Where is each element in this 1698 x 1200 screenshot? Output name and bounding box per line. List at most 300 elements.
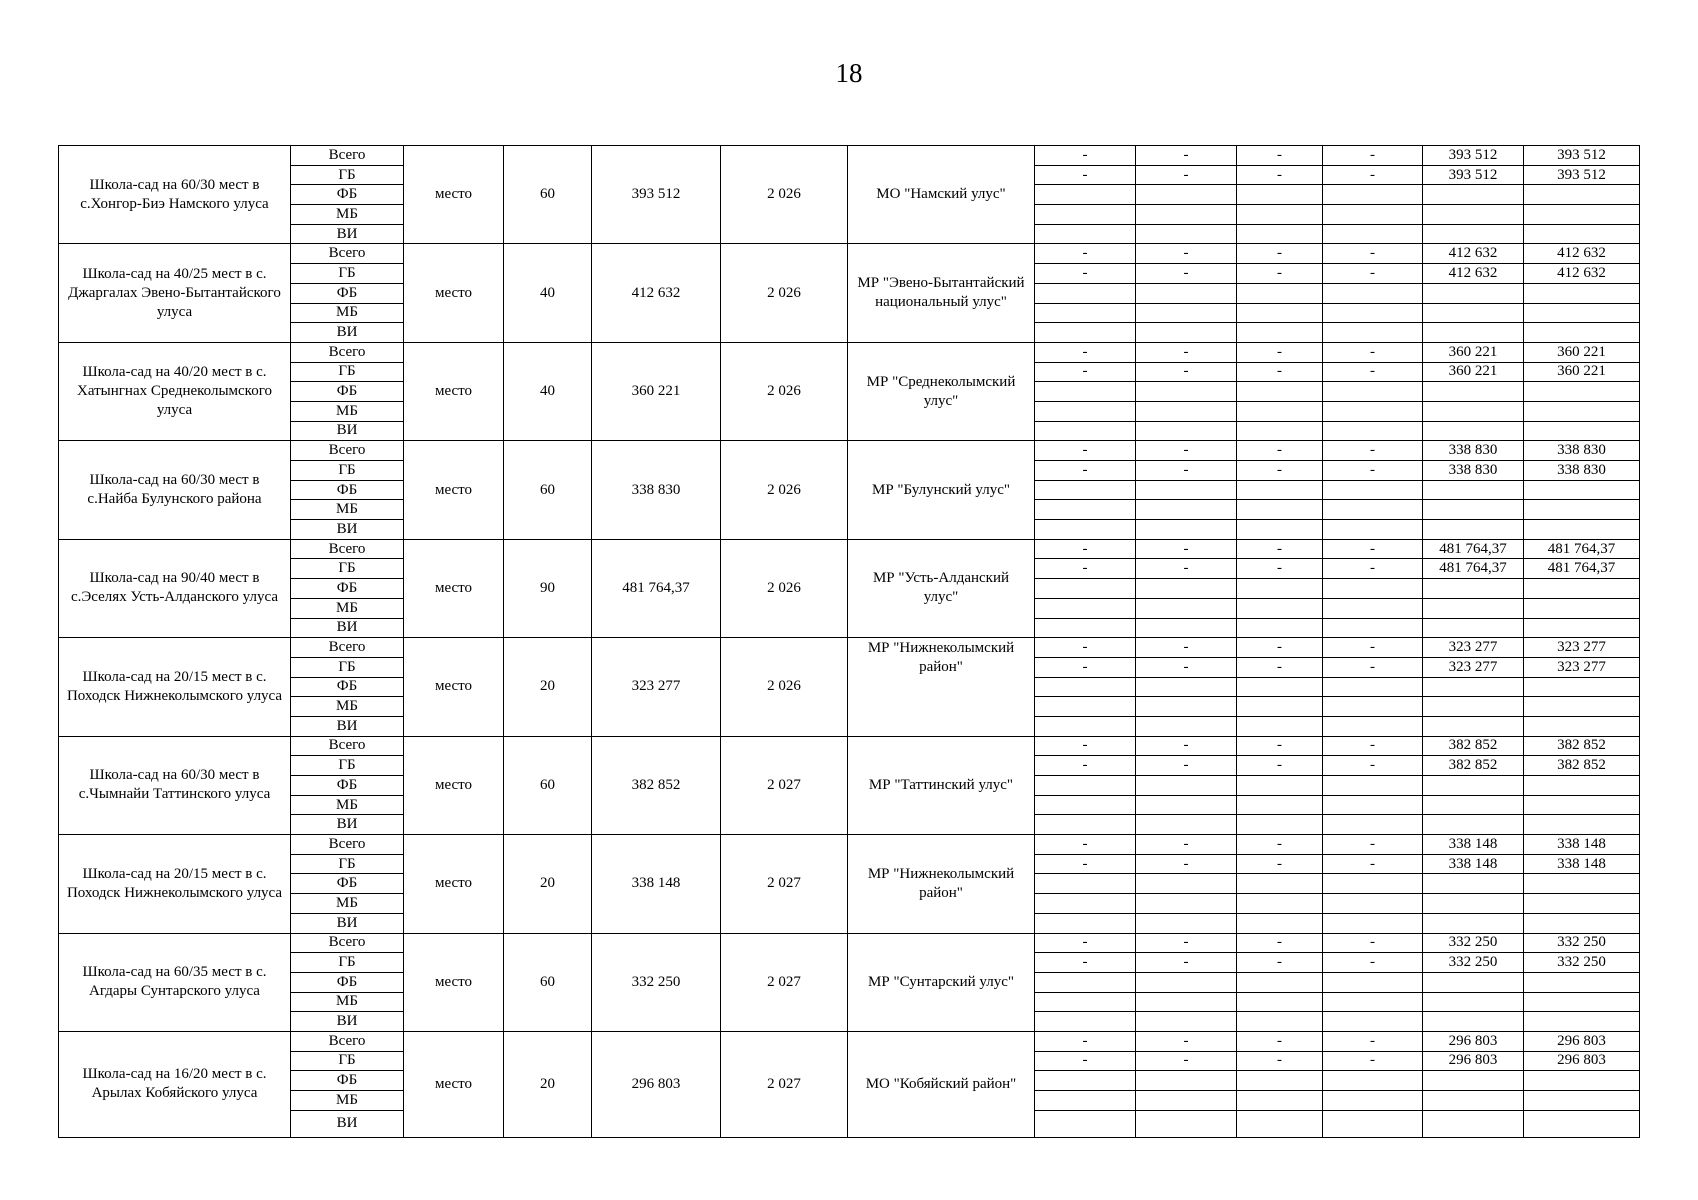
- value-cell: -: [1035, 756, 1136, 776]
- unit-cell: место: [404, 342, 504, 440]
- value-cell: -: [1035, 1051, 1136, 1071]
- value-cell: [1237, 224, 1323, 244]
- year-cell: 2 026: [721, 539, 848, 637]
- table-row: [59, 736, 1640, 756]
- value-cell: [1136, 579, 1237, 599]
- table-row: [59, 146, 1640, 166]
- value-cell: [1035, 598, 1136, 618]
- year-cell: 2 027: [721, 835, 848, 933]
- value-cell: [1136, 716, 1237, 736]
- value-cell: -: [1136, 342, 1237, 362]
- value-cell: [1035, 618, 1136, 638]
- value-cell: [1524, 500, 1640, 520]
- year-cell: 2 026: [721, 146, 848, 244]
- funding-source-label: ВИ: [291, 913, 404, 933]
- value-cell: [1237, 579, 1323, 599]
- project-group: [59, 146, 1640, 244]
- value-cell: [1035, 1110, 1136, 1137]
- funding-source-label: ГБ: [291, 1051, 404, 1071]
- organization-cell: МР "Булунский улус": [848, 441, 1035, 539]
- value-cell: [1423, 894, 1524, 914]
- value-cell: -: [1237, 933, 1323, 953]
- value-cell: [1136, 815, 1237, 835]
- value-cell: [1136, 1071, 1237, 1091]
- value-cell: -: [1136, 461, 1237, 481]
- value-cell: [1423, 224, 1524, 244]
- funding-source-label: Всего: [291, 638, 404, 658]
- value-cell: -: [1035, 146, 1136, 166]
- value-cell: [1323, 323, 1423, 343]
- funding-source-label: ГБ: [291, 657, 404, 677]
- cost-cell: 323 277: [592, 638, 721, 736]
- value-cell: -: [1136, 638, 1237, 658]
- value-cell: [1237, 480, 1323, 500]
- value-cell: [1035, 776, 1136, 796]
- value-cell: -: [1136, 244, 1237, 264]
- project-name: Школа-сад на 60/30 мест в с.Найба Булунского района: [59, 441, 291, 539]
- value-cell: [1237, 1091, 1323, 1111]
- value-cell: -: [1237, 539, 1323, 559]
- cost-cell: 338 830: [592, 441, 721, 539]
- table-row: [59, 441, 1640, 461]
- value-cell: -: [1136, 146, 1237, 166]
- value-cell: -: [1323, 1051, 1423, 1071]
- funding-source-label: ГБ: [291, 264, 404, 284]
- organization-cell: МР "Нижнеколымский район": [848, 638, 1035, 736]
- value-cell: -: [1323, 539, 1423, 559]
- value-cell: [1237, 382, 1323, 402]
- value-cell: -: [1035, 342, 1136, 362]
- value-cell: 338 830: [1423, 461, 1524, 481]
- value-cell: 323 277: [1423, 657, 1524, 677]
- value-cell: [1035, 874, 1136, 894]
- value-cell: 338 830: [1524, 441, 1640, 461]
- value-cell: -: [1237, 559, 1323, 579]
- value-cell: 296 803: [1423, 1051, 1524, 1071]
- value-cell: [1323, 815, 1423, 835]
- capacity-cell: 20: [504, 638, 592, 736]
- value-cell: 323 277: [1524, 638, 1640, 658]
- value-cell: [1237, 795, 1323, 815]
- year-cell: 2 027: [721, 1031, 848, 1137]
- value-cell: [1423, 520, 1524, 540]
- unit-cell: место: [404, 146, 504, 244]
- funding-source-label: МБ: [291, 598, 404, 618]
- value-cell: [1035, 716, 1136, 736]
- table-row: [59, 342, 1640, 362]
- capacity-cell: 40: [504, 244, 592, 342]
- funding-source-label: ФБ: [291, 874, 404, 894]
- value-cell: -: [1237, 165, 1323, 185]
- funding-source-label: МБ: [291, 795, 404, 815]
- value-cell: [1035, 815, 1136, 835]
- cost-cell: 338 148: [592, 835, 721, 933]
- value-cell: [1237, 1012, 1323, 1032]
- funding-source-label: ГБ: [291, 953, 404, 973]
- value-cell: [1323, 185, 1423, 205]
- value-cell: 382 852: [1524, 736, 1640, 756]
- value-cell: -: [1035, 362, 1136, 382]
- value-cell: 360 221: [1423, 362, 1524, 382]
- project-group: [59, 933, 1640, 1031]
- capacity-cell: 20: [504, 1031, 592, 1137]
- value-cell: [1323, 795, 1423, 815]
- value-cell: 338 148: [1423, 854, 1524, 874]
- project-name: Школа-сад на 20/15 мест в с. Походск Нижнеколымского улуса: [59, 638, 291, 736]
- project-group: [59, 342, 1640, 440]
- funding-source-label: МБ: [291, 500, 404, 520]
- value-cell: -: [1323, 657, 1423, 677]
- project-group: [59, 638, 1640, 736]
- value-cell: [1524, 716, 1640, 736]
- value-cell: [1035, 677, 1136, 697]
- value-cell: [1423, 697, 1524, 717]
- value-cell: [1035, 480, 1136, 500]
- value-cell: 412 632: [1423, 244, 1524, 264]
- value-cell: [1423, 913, 1524, 933]
- value-cell: -: [1237, 461, 1323, 481]
- value-cell: [1323, 480, 1423, 500]
- value-cell: -: [1323, 835, 1423, 855]
- value-cell: -: [1323, 165, 1423, 185]
- year-cell: 2 026: [721, 342, 848, 440]
- value-cell: [1524, 185, 1640, 205]
- value-cell: [1423, 1091, 1524, 1111]
- funding-source-label: Всего: [291, 244, 404, 264]
- value-cell: [1237, 992, 1323, 1012]
- funding-source-label: ФБ: [291, 382, 404, 402]
- value-cell: -: [1237, 657, 1323, 677]
- value-cell: -: [1035, 559, 1136, 579]
- value-cell: [1423, 618, 1524, 638]
- capacity-cell: 40: [504, 342, 592, 440]
- value-cell: [1035, 401, 1136, 421]
- project-group: [59, 835, 1640, 933]
- value-cell: -: [1136, 933, 1237, 953]
- funding-source-label: Всего: [291, 1031, 404, 1051]
- value-cell: [1423, 382, 1524, 402]
- value-cell: [1423, 579, 1524, 599]
- value-cell: [1136, 1012, 1237, 1032]
- organization-cell: МО "Намский улус": [848, 146, 1035, 244]
- value-cell: [1035, 185, 1136, 205]
- value-cell: [1136, 874, 1237, 894]
- value-cell: 393 512: [1423, 146, 1524, 166]
- value-cell: [1237, 421, 1323, 441]
- cost-cell: 481 764,37: [592, 539, 721, 637]
- unit-cell: место: [404, 638, 504, 736]
- value-cell: -: [1323, 362, 1423, 382]
- value-cell: -: [1136, 756, 1237, 776]
- value-cell: [1423, 421, 1524, 441]
- organization-cell: МР "Усть-Алданский улус": [848, 539, 1035, 637]
- value-cell: [1423, 677, 1524, 697]
- value-cell: -: [1136, 835, 1237, 855]
- value-cell: -: [1237, 756, 1323, 776]
- value-cell: [1136, 618, 1237, 638]
- value-cell: -: [1035, 736, 1136, 756]
- value-cell: 338 148: [1524, 835, 1640, 855]
- value-cell: [1237, 303, 1323, 323]
- value-cell: -: [1323, 342, 1423, 362]
- value-cell: [1423, 1012, 1524, 1032]
- value-cell: -: [1136, 441, 1237, 461]
- project-name: Школа-сад на 90/40 мест в с.Эселях Усть-Алданского улуса: [59, 539, 291, 637]
- value-cell: -: [1035, 854, 1136, 874]
- value-cell: [1136, 480, 1237, 500]
- value-cell: -: [1136, 953, 1237, 973]
- value-cell: -: [1323, 1031, 1423, 1051]
- value-cell: [1524, 697, 1640, 717]
- funding-source-label: ВИ: [291, 323, 404, 343]
- value-cell: -: [1136, 559, 1237, 579]
- funding-source-label: ВИ: [291, 618, 404, 638]
- cost-cell: 296 803: [592, 1031, 721, 1137]
- value-cell: -: [1323, 736, 1423, 756]
- value-cell: [1524, 1012, 1640, 1032]
- value-cell: [1323, 579, 1423, 599]
- value-cell: [1136, 500, 1237, 520]
- value-cell: [1423, 795, 1524, 815]
- cost-cell: 332 250: [592, 933, 721, 1031]
- table-row: [59, 835, 1640, 855]
- value-cell: [1524, 480, 1640, 500]
- funding-source-label: ВИ: [291, 224, 404, 244]
- value-cell: [1323, 894, 1423, 914]
- project-name: Школа-сад на 60/30 мест в с.Чымнайи Таттинского улуса: [59, 736, 291, 834]
- value-cell: [1237, 520, 1323, 540]
- project-group: [59, 539, 1640, 637]
- value-cell: 332 250: [1524, 953, 1640, 973]
- value-cell: -: [1237, 638, 1323, 658]
- value-cell: 323 277: [1524, 657, 1640, 677]
- value-cell: [1323, 1091, 1423, 1111]
- value-cell: [1237, 598, 1323, 618]
- value-cell: [1524, 776, 1640, 796]
- value-cell: [1423, 598, 1524, 618]
- value-cell: -: [1237, 854, 1323, 874]
- capacity-cell: 60: [504, 736, 592, 834]
- value-cell: -: [1237, 264, 1323, 284]
- value-cell: [1237, 1071, 1323, 1091]
- funding-source-label: Всего: [291, 835, 404, 855]
- value-cell: [1035, 1071, 1136, 1091]
- year-cell: 2 026: [721, 441, 848, 539]
- unit-cell: место: [404, 539, 504, 637]
- value-cell: 481 764,37: [1423, 539, 1524, 559]
- value-cell: -: [1136, 1051, 1237, 1071]
- funding-source-label: ВИ: [291, 1012, 404, 1032]
- value-cell: [1323, 618, 1423, 638]
- value-cell: [1524, 303, 1640, 323]
- unit-cell: место: [404, 244, 504, 342]
- value-cell: [1423, 815, 1524, 835]
- value-cell: [1035, 697, 1136, 717]
- funding-source-label: ВИ: [291, 1110, 404, 1137]
- organization-cell: МР "Среднеколымский улус": [848, 342, 1035, 440]
- value-cell: [1323, 677, 1423, 697]
- value-cell: [1136, 913, 1237, 933]
- value-cell: -: [1323, 441, 1423, 461]
- value-cell: [1136, 992, 1237, 1012]
- value-cell: -: [1237, 953, 1323, 973]
- value-cell: [1136, 697, 1237, 717]
- value-cell: 323 277: [1423, 638, 1524, 658]
- value-cell: [1237, 894, 1323, 914]
- cost-cell: 360 221: [592, 342, 721, 440]
- value-cell: 296 803: [1524, 1031, 1640, 1051]
- value-cell: [1237, 1110, 1323, 1137]
- value-cell: [1323, 992, 1423, 1012]
- funding-source-label: ВИ: [291, 421, 404, 441]
- funding-source-label: ГБ: [291, 362, 404, 382]
- value-cell: -: [1237, 1031, 1323, 1051]
- value-cell: [1524, 795, 1640, 815]
- funding-source-label: Всего: [291, 342, 404, 362]
- value-cell: [1237, 677, 1323, 697]
- value-cell: [1423, 776, 1524, 796]
- funding-source-label: ВИ: [291, 520, 404, 540]
- value-cell: -: [1136, 736, 1237, 756]
- value-cell: [1524, 598, 1640, 618]
- value-cell: 481 764,37: [1524, 559, 1640, 579]
- value-cell: 332 250: [1423, 933, 1524, 953]
- value-cell: [1237, 913, 1323, 933]
- value-cell: [1237, 618, 1323, 638]
- value-cell: [1423, 716, 1524, 736]
- cost-cell: 412 632: [592, 244, 721, 342]
- funding-source-label: ФБ: [291, 185, 404, 205]
- year-cell: 2 027: [721, 933, 848, 1031]
- table-row: [59, 244, 1640, 264]
- organization-cell: МР "Эвено-Бытантайский национальный улус": [848, 244, 1035, 342]
- value-cell: [1524, 224, 1640, 244]
- value-cell: [1035, 992, 1136, 1012]
- value-cell: -: [1237, 362, 1323, 382]
- value-cell: -: [1323, 559, 1423, 579]
- unit-cell: место: [404, 736, 504, 834]
- value-cell: [1323, 697, 1423, 717]
- funding-source-label: ГБ: [291, 854, 404, 874]
- value-cell: [1524, 421, 1640, 441]
- value-cell: [1323, 205, 1423, 225]
- cost-cell: 382 852: [592, 736, 721, 834]
- funding-source-label: ФБ: [291, 579, 404, 599]
- value-cell: -: [1323, 756, 1423, 776]
- value-cell: -: [1035, 264, 1136, 284]
- value-cell: [1237, 283, 1323, 303]
- value-cell: [1423, 401, 1524, 421]
- project-name: Школа-сад на 20/15 мест в с. Походск Нижнеколымского улуса: [59, 835, 291, 933]
- value-cell: [1524, 815, 1640, 835]
- value-cell: [1237, 776, 1323, 796]
- value-cell: [1035, 323, 1136, 343]
- value-cell: [1423, 480, 1524, 500]
- value-cell: [1423, 992, 1524, 1012]
- value-cell: -: [1323, 264, 1423, 284]
- page-number: 18: [835, 58, 863, 88]
- value-cell: [1035, 205, 1136, 225]
- value-cell: -: [1136, 1031, 1237, 1051]
- project-name: Школа-сад на 40/20 мест в с. Хатынгнах Среднеколымского улуса: [59, 342, 291, 440]
- value-cell: [1136, 598, 1237, 618]
- funding-source-label: ГБ: [291, 165, 404, 185]
- value-cell: [1524, 874, 1640, 894]
- value-cell: 412 632: [1524, 264, 1640, 284]
- value-cell: [1136, 520, 1237, 540]
- value-cell: -: [1323, 244, 1423, 264]
- funding-source-label: ГБ: [291, 559, 404, 579]
- value-cell: [1423, 1071, 1524, 1091]
- table-row: [59, 539, 1640, 559]
- value-cell: [1136, 972, 1237, 992]
- value-cell: [1524, 382, 1640, 402]
- unit-cell: место: [404, 1031, 504, 1137]
- funding-source-label: МБ: [291, 992, 404, 1012]
- year-cell: 2 026: [721, 244, 848, 342]
- value-cell: [1035, 1091, 1136, 1111]
- value-cell: 360 221: [1423, 342, 1524, 362]
- funding-source-label: МБ: [291, 697, 404, 717]
- value-cell: [1237, 323, 1323, 343]
- value-cell: [1423, 283, 1524, 303]
- value-cell: -: [1323, 638, 1423, 658]
- value-cell: [1423, 1110, 1524, 1137]
- value-cell: [1237, 401, 1323, 421]
- value-cell: 412 632: [1524, 244, 1640, 264]
- value-cell: [1035, 1012, 1136, 1032]
- organization-cell: МР "Сунтарский улус": [848, 933, 1035, 1031]
- funding-source-label: МБ: [291, 401, 404, 421]
- value-cell: [1323, 874, 1423, 894]
- value-cell: [1237, 874, 1323, 894]
- value-cell: [1035, 894, 1136, 914]
- value-cell: -: [1323, 854, 1423, 874]
- value-cell: [1323, 224, 1423, 244]
- value-cell: -: [1323, 953, 1423, 973]
- capacity-cell: 60: [504, 146, 592, 244]
- funding-source-label: ФБ: [291, 677, 404, 697]
- project-group: [59, 736, 1640, 834]
- value-cell: [1323, 598, 1423, 618]
- funding-source-label: МБ: [291, 205, 404, 225]
- value-cell: -: [1237, 146, 1323, 166]
- value-cell: -: [1035, 441, 1136, 461]
- value-cell: -: [1237, 835, 1323, 855]
- funding-source-label: ГБ: [291, 756, 404, 776]
- value-cell: 332 250: [1423, 953, 1524, 973]
- organization-cell: МР "Таттинский улус": [848, 736, 1035, 834]
- value-cell: 360 221: [1524, 362, 1640, 382]
- capacity-cell: 90: [504, 539, 592, 637]
- project-name: Школа-сад на 40/25 мест в с. Джаргалах Эвено-Бытантайского улуса: [59, 244, 291, 342]
- value-cell: [1136, 185, 1237, 205]
- funding-source-label: Всего: [291, 736, 404, 756]
- value-cell: -: [1035, 461, 1136, 481]
- value-cell: [1035, 283, 1136, 303]
- value-cell: [1524, 1071, 1640, 1091]
- funding-source-label: ФБ: [291, 776, 404, 796]
- value-cell: [1136, 421, 1237, 441]
- value-cell: 481 764,37: [1524, 539, 1640, 559]
- value-cell: [1237, 716, 1323, 736]
- capacity-cell: 60: [504, 441, 592, 539]
- value-cell: -: [1237, 342, 1323, 362]
- value-cell: [1423, 185, 1524, 205]
- value-cell: -: [1237, 1051, 1323, 1071]
- value-cell: [1323, 401, 1423, 421]
- value-cell: [1423, 323, 1524, 343]
